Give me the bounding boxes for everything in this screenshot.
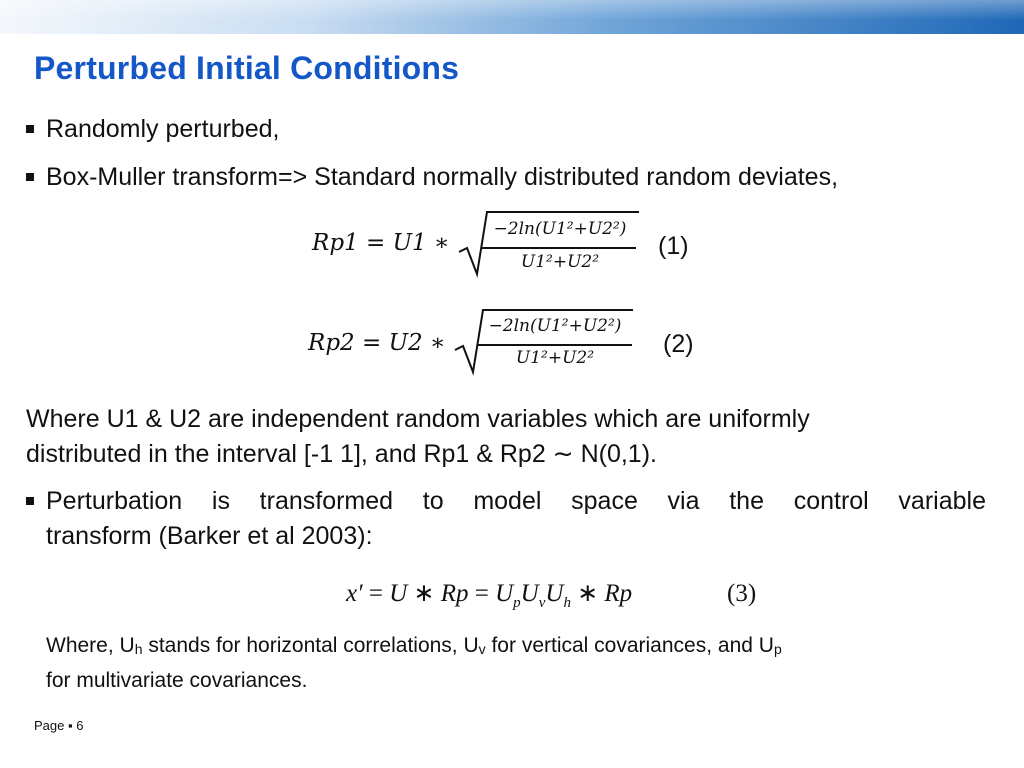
bullet-randomly-perturbed: [26, 112, 279, 146]
where-line-1: Where U1 & U2 are independent random variables which are uniformly: [26, 405, 810, 433]
note-paragraph: [46, 630, 782, 696]
bullet-box-muller: [26, 160, 838, 194]
where-line-2: distributed in the interval [-1 1], and Rp1 & Rp2 ∼ N(0,1).: [26, 440, 657, 468]
square-bullet-icon: [26, 173, 34, 181]
equation-2-denominator: U1²+U2²: [515, 348, 595, 368]
where-paragraph: [26, 402, 810, 472]
bullet-text-line-2: transform (Barker et al 2003):: [46, 522, 373, 550]
page-number: Page ▪ 6: [34, 718, 84, 733]
fraction-bar: [482, 247, 636, 249]
equation-1-lhs: Rp1 = U1 ∗: [312, 230, 450, 256]
equation-2-number: (2): [663, 330, 694, 358]
equation-3-number: (3): [727, 580, 757, 607]
note-line-2: for multivariate covariances.: [46, 669, 308, 692]
equation-2-numerator: −2ln(U1²+U2²): [488, 316, 622, 336]
header-banner: [0, 0, 1024, 34]
square-bullet-icon: [26, 497, 34, 505]
bullet-perturbation: [26, 484, 986, 554]
equation-1-number: (1): [658, 232, 689, 260]
square-bullet-icon: [26, 125, 34, 133]
bullet-text: Randomly perturbed,: [46, 115, 280, 143]
equation-1-denominator: U1²+U2²: [520, 252, 600, 272]
bullet-text: Box-Muller transform=> Standard normally distributed random deviates,: [46, 163, 839, 191]
slide-title: Perturbed Initial Conditions: [34, 50, 460, 86]
note-line-1: Where, $U_h$ stands for horizontal correlations, $U_v$ for vertical covariances, and $U_p$: [46, 634, 782, 657]
equation-1-numerator: −2ln(U1²+U2²): [493, 219, 627, 239]
bullet-text-line-1: Perturbation is transformed to model space via the control variable: [46, 487, 986, 515]
equation-3: x′ = U ∗ $Rp = U_pU_vU_h$ ∗ Rp: [346, 580, 633, 611]
fraction-bar: [478, 344, 632, 346]
equation-2-lhs: Rp2 = U2 ∗: [308, 330, 446, 356]
